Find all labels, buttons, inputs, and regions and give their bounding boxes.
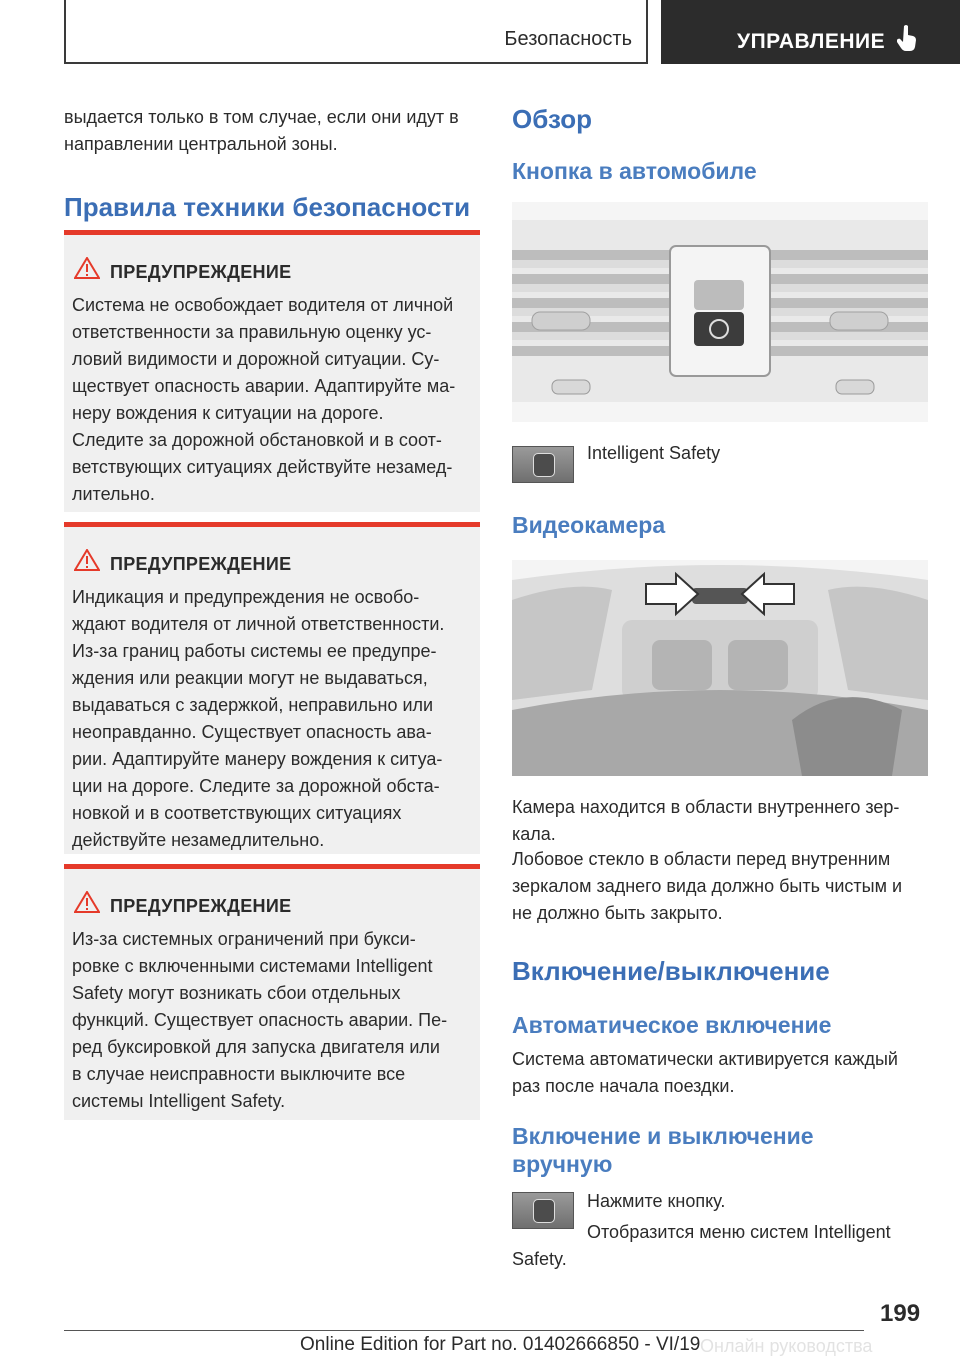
- text-line: не должно быть закрыто.: [512, 903, 723, 923]
- warning-line: Следите за дорожной обстановкой и в соот-: [72, 430, 442, 450]
- warning-line: ждают водителя от личной ответственности.: [72, 614, 445, 634]
- warning-line: Индикация и предупреждения не освобо-: [72, 587, 420, 607]
- footer-edition: Online Edition for Part no. 01402666850 - VI/19: [300, 1334, 701, 1355]
- warning-title: ПРЕДУПРЕЖДЕНИЕ: [110, 554, 292, 574]
- header-section-label: Безопасность: [504, 28, 632, 50]
- intelligent-safety-button-icon: [512, 446, 574, 483]
- header-chapter-tab: [661, 0, 960, 64]
- page-number: 199: [880, 1300, 921, 1327]
- warning-title: ПРЕДУПРЕЖДЕНИЕ: [110, 262, 292, 282]
- warning-line: ровке с включенными системами Intelligent: [72, 956, 433, 976]
- watermark: Онлайн руководства: [700, 1336, 873, 1356]
- text-line: кала.: [512, 824, 556, 844]
- warning-triangle-icon: [74, 549, 100, 571]
- intro-line: направлении центральной зоны.: [64, 134, 338, 154]
- header-chapter-label: УПРАВЛЕНИЕ: [737, 30, 886, 53]
- text-line: Камера находится в области внутреннего зер-: [512, 797, 900, 817]
- warning-line: Safety могут возникать сбои отдельных: [72, 983, 401, 1003]
- warning-text: [72, 292, 472, 508]
- warning-line: выдаваться с задержкой, неправильно или: [72, 695, 434, 715]
- warning-box: [64, 864, 480, 1120]
- hand-pointer-icon: [897, 24, 919, 52]
- warning-line: системы Intelligent Safety.: [72, 1091, 286, 1111]
- warning-line: ловий видимости и дорожной ситуации. Су-: [72, 349, 440, 369]
- warning-triangle-icon: [74, 257, 100, 279]
- manual-step-menu-cont: Safety.: [512, 1249, 567, 1269]
- warning-box: [64, 522, 480, 854]
- warning-line: неоправданно. Существует опасность ава-: [72, 722, 432, 742]
- button-section-heading: Кнопка в автомобиле: [512, 158, 757, 184]
- warning-title: ПРЕДУПРЕЖДЕНИЕ: [110, 896, 292, 916]
- manual-step-press: Нажмите кнопку.: [587, 1191, 726, 1211]
- warning-line: новкой и в соответствующих ситуациях: [72, 803, 402, 823]
- intelligent-safety-button-icon: [512, 1192, 574, 1229]
- warning-line: функций. Существует опасность аварии. Пе-: [72, 1010, 448, 1030]
- warning-line: ответственности за правильную оценку ус-: [72, 322, 432, 342]
- warning-line: лительно.: [72, 484, 155, 504]
- manual-step-menu: Отобразится меню систем Intelligent: [587, 1222, 891, 1242]
- warning-line: ждения или реакции могут не выдаваться,: [72, 668, 428, 688]
- text-line: Система автоматически активируется каждый: [512, 1049, 898, 1069]
- auto-on-text: [512, 1046, 932, 1100]
- manual-heading: [512, 1122, 814, 1178]
- text-line: Лобовое стекло в области перед внутренним: [512, 849, 891, 869]
- warning-line: рии. Адаптируйте манеру вождения к ситуа-: [72, 749, 443, 769]
- warning-line: Система не освобождает водителя от личной: [72, 295, 454, 315]
- onoff-heading: Включение/выключение: [512, 956, 830, 986]
- intro-paragraph: [64, 104, 480, 158]
- warning-line: ции на дороге. Следите за дорожной обста-: [72, 776, 440, 796]
- warning-text: [72, 926, 472, 1115]
- camera-windshield-photo: [512, 560, 928, 776]
- warning-box: [64, 230, 480, 512]
- overview-heading: Обзор: [512, 104, 592, 134]
- camera-heading: Видеокамера: [512, 512, 666, 538]
- heading-line: вручную: [512, 1151, 613, 1177]
- intro-line: выдается только в том случае, если они идут в: [64, 107, 459, 127]
- footer-divider: [64, 1330, 864, 1331]
- header-section-tab: [64, 0, 648, 64]
- warning-triangle-icon: [74, 891, 100, 913]
- warning-line: неру вождения к ситуации на дороге.: [72, 403, 384, 423]
- safety-rules-heading: Правила техники безопасности: [64, 192, 471, 222]
- warning-line: ред буксировкой для запуска двигателя или: [72, 1037, 440, 1057]
- warning-line: ществует опасность аварии. Адаптируйте ма-: [72, 376, 456, 396]
- warning-line: Из-за границ работы системы ее предупре-: [72, 641, 437, 661]
- warning-line: действуйте незамедлительно.: [72, 830, 325, 850]
- camera-location-text: [512, 794, 932, 848]
- button-caption: Intelligent Safety: [587, 443, 721, 463]
- warning-text: [72, 584, 472, 854]
- warning-line: ветствующих ситуациях действуйте незамед-: [72, 457, 453, 477]
- heading-line: Включение и выключение: [512, 1123, 814, 1149]
- windshield-clean-text: [512, 846, 932, 927]
- warning-line: Из-за системных ограничений при букси-: [72, 929, 416, 949]
- warning-line: в случае неисправности выключите все: [72, 1064, 406, 1084]
- text-line: зеркалом заднего вида должно быть чистым и: [512, 876, 903, 896]
- vent-button-photo: [512, 202, 928, 422]
- auto-on-heading: Автоматическое включение: [512, 1012, 832, 1038]
- text-line: раз после начала поездки.: [512, 1076, 735, 1096]
